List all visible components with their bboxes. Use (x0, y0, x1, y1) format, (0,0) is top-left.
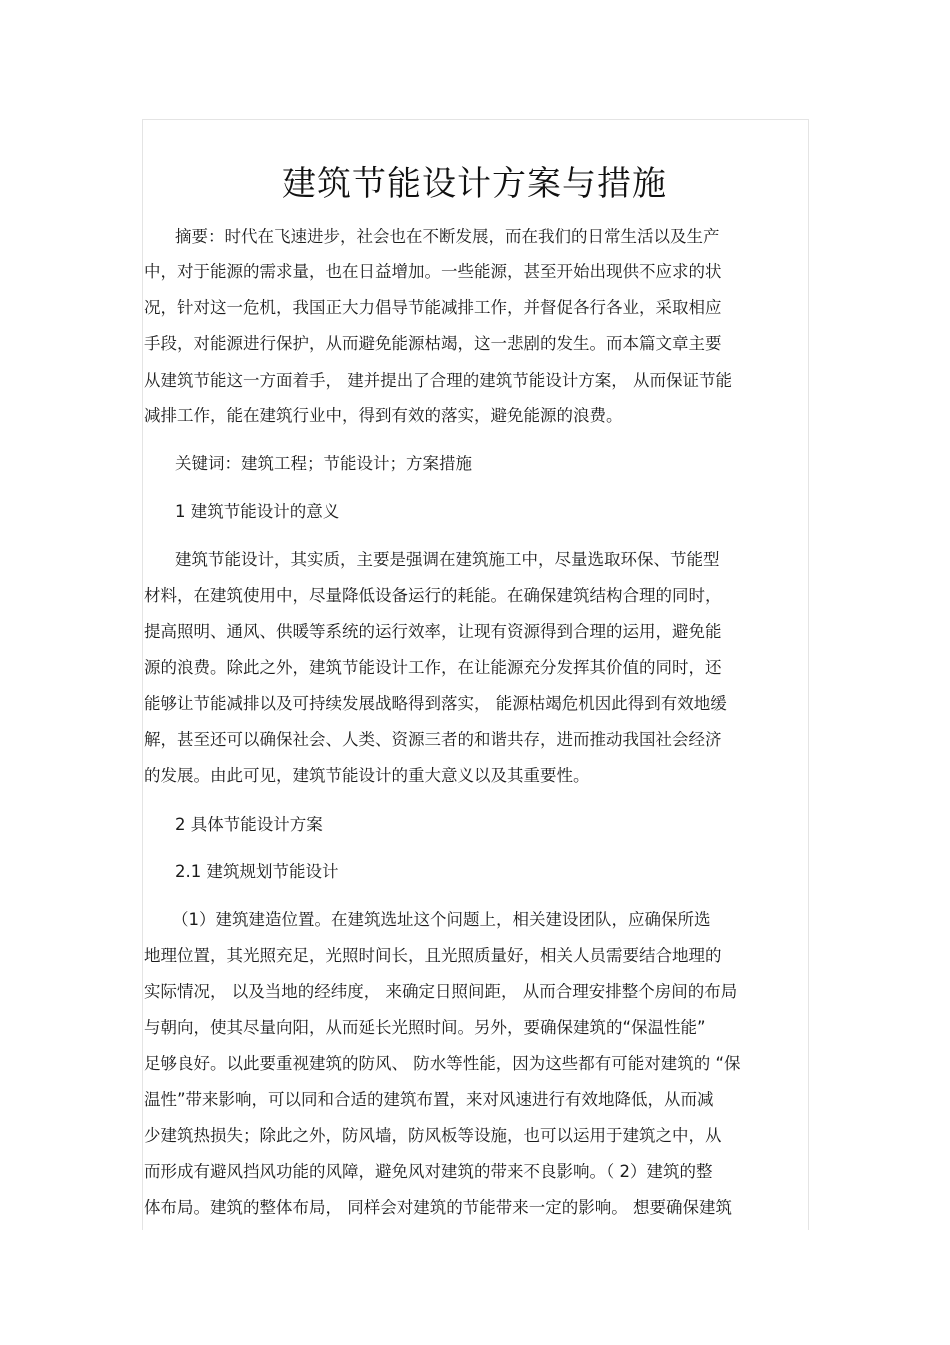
paragraph-line: （1）建筑建造位置。在建筑选址这个问题上，相关建设团队，应确保所选 (172, 910, 711, 929)
paragraph-line: 材料，在建筑使用中，尽量降低设备运行的耗能。在确保建筑结构合理的同时， (144, 586, 722, 605)
abstract-line: 从建筑节能这一方面着手， 建并提出了合理的建筑节能设计方案， 从而保证节能 (144, 371, 732, 390)
paragraph-line: 足够良好。以此要重视建筑的防风、 防水等性能，因为这些都有可能对建筑的 “保 (144, 1054, 741, 1073)
paragraph-line: 少建筑热损失；除此之外，防风墙，防风板等设施，也可以运用于建筑之中，从 (144, 1126, 722, 1145)
paragraph-line: 的发展。由此可见，建筑节能设计的重大意义以及其重要性。 (144, 766, 590, 785)
paragraph-line: 实际情况， 以及当地的经纬度， 来确定日照间距， 从而合理安排整个房间的布局 (144, 982, 738, 1001)
paragraph-line: 而形成有避风挡风功能的风障，避免风对建筑的带来不良影响。（ 2）建筑的整 (144, 1162, 713, 1181)
paragraph-line: 提高照明、通风、供暖等系统的运行效率，让现有资源得到合理的运用，避免能 (144, 622, 722, 641)
abstract-line: 减排工作，能在建筑行业中，得到有效的落实，避免能源的浪费。 (144, 406, 623, 425)
abstract-line: 摘要：时代在飞速进步，社会也在不断发展，而在我们的日常生活以及生产 (175, 227, 720, 246)
abstract-line: 况，针对这一危机，我国正大力倡导节能减排工作，并督促各行各业，采取相应 (144, 298, 722, 317)
paragraph-line: 建筑节能设计，其实质，主要是强调在建筑施工中，尽量选取环保、节能型 (175, 550, 720, 569)
paragraph-line: 温性”带来影响，可以同和合适的建筑布置，来对风速进行有效地降低，从而减 (144, 1090, 714, 1109)
paragraph-line: 解，甚至还可以确保社会、人类、资源三者的和谐共存，进而推动我国社会经济 (144, 730, 722, 749)
section-heading: 2 具体节能设计方案 (175, 815, 323, 834)
abstract-line: 手段，对能源进行保护，从而避免能源枯竭，这一悲剧的发生。而本篇文章主要 (144, 334, 722, 353)
abstract-line: 中，对于能源的需求量，也在日益增加。一些能源，甚至开始出现供不应求的状 (144, 262, 722, 281)
paragraph-line: 地理位置，其光照充足，光照时间长，且光照质量好，相关人员需要结合地理的 (144, 946, 722, 965)
section-heading: 1 建筑节能设计的意义 (175, 502, 340, 521)
paragraph-line: 源的浪费。除此之外，建筑节能设计工作，在让能源充分发挥其价值的同时，还 (144, 658, 722, 677)
document-title: 建筑节能设计方案与措施 (282, 164, 667, 204)
paragraph-line: 体布局。建筑的整体布局， 同样会对建筑的节能带来一定的影响。 想要确保建筑 (144, 1198, 732, 1217)
subsection-heading: 2.1 建筑规划节能设计 (175, 862, 339, 881)
keywords: 关键词：建筑工程；节能设计；方案措施 (175, 454, 472, 473)
paragraph-line: 与朝向，使其尽量向阳，从而延长光照时间。另外，要确保建筑的“保温性能” (144, 1018, 706, 1037)
paragraph-line: 能够让节能减排以及可持续发展战略得到落实， 能源枯竭危机因此得到有效地缓 (144, 694, 727, 713)
